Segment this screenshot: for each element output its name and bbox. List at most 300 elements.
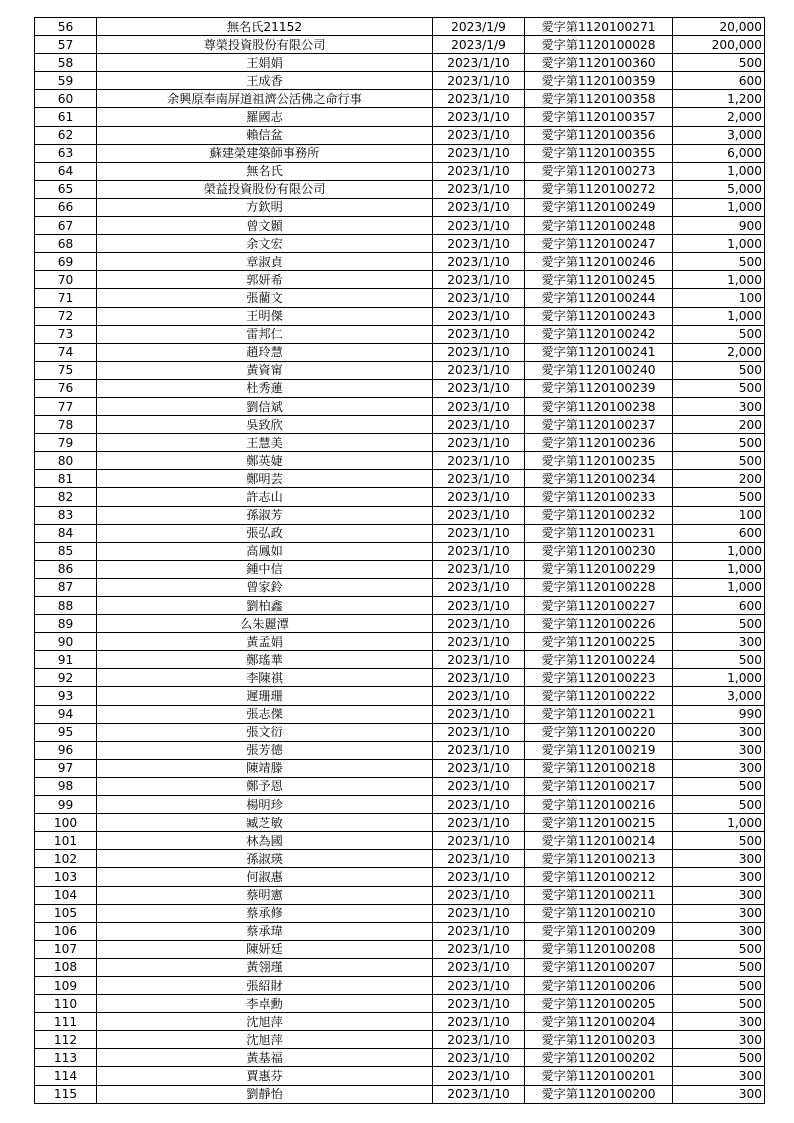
table-row bbox=[35, 705, 765, 723]
donation-date-cell: 2023/1/10 bbox=[433, 542, 525, 560]
donor-name-cell: 陳妍廷 bbox=[97, 940, 433, 958]
donor-name-cell: 蔡明憲 bbox=[97, 886, 433, 904]
amount-cell: 200,000 bbox=[673, 36, 765, 54]
donation-date-cell: 2023/1/10 bbox=[433, 488, 525, 506]
row-number-cell: 72 bbox=[35, 307, 97, 325]
donation-date-cell: 2023/1/10 bbox=[433, 379, 525, 397]
donor-name-cell: 李陳祺 bbox=[97, 669, 433, 687]
amount-cell: 3,000 bbox=[673, 687, 765, 705]
table-row bbox=[35, 488, 765, 506]
donor-name-cell: 鄭英婕 bbox=[97, 452, 433, 470]
donation-date-cell: 2023/1/10 bbox=[433, 198, 525, 216]
donor-name-cell: 王成香 bbox=[97, 72, 433, 90]
donation-date-cell: 2023/1/10 bbox=[433, 524, 525, 542]
row-number-cell: 59 bbox=[35, 72, 97, 90]
receipt-number-cell: 愛字第1120100235 bbox=[525, 452, 673, 470]
donor-name-cell: 無名氏 bbox=[97, 162, 433, 180]
receipt-number-cell: 愛字第1120100356 bbox=[525, 126, 673, 144]
donor-name-cell: 沈旭萍 bbox=[97, 1031, 433, 1049]
row-number-cell: 111 bbox=[35, 1013, 97, 1031]
amount-cell: 1,000 bbox=[673, 669, 765, 687]
donor-name-cell: 張志傑 bbox=[97, 705, 433, 723]
row-number-cell: 105 bbox=[35, 904, 97, 922]
row-number-cell: 104 bbox=[35, 886, 97, 904]
donor-name-cell: 王明傑 bbox=[97, 307, 433, 325]
row-number-cell: 69 bbox=[35, 253, 97, 271]
donor-name-cell: 臧芝敏 bbox=[97, 814, 433, 832]
table-row bbox=[35, 416, 765, 434]
table-row bbox=[35, 54, 765, 72]
donation-date-cell: 2023/1/10 bbox=[433, 940, 525, 958]
row-number-cell: 85 bbox=[35, 542, 97, 560]
donor-name-cell: 高鳳如 bbox=[97, 542, 433, 560]
row-number-cell: 64 bbox=[35, 162, 97, 180]
donation-date-cell: 2023/1/10 bbox=[433, 217, 525, 235]
row-number-cell: 90 bbox=[35, 633, 97, 651]
receipt-number-cell: 愛字第1120100271 bbox=[525, 18, 673, 36]
donation-date-cell: 2023/1/10 bbox=[433, 651, 525, 669]
donor-name-cell: 杜秀蓮 bbox=[97, 379, 433, 397]
receipt-number-cell: 愛字第1120100216 bbox=[525, 796, 673, 814]
donation-date-cell: 2023/1/10 bbox=[433, 615, 525, 633]
donor-name-cell: 王娟娟 bbox=[97, 54, 433, 72]
receipt-number-cell: 愛字第1120100215 bbox=[525, 814, 673, 832]
donation-table-body bbox=[35, 18, 765, 1104]
table-row bbox=[35, 1013, 765, 1031]
row-number-cell: 77 bbox=[35, 397, 97, 415]
table-row bbox=[35, 597, 765, 615]
amount-cell: 600 bbox=[673, 72, 765, 90]
amount-cell: 300 bbox=[673, 850, 765, 868]
receipt-number-cell: 愛字第1120100207 bbox=[525, 958, 673, 976]
receipt-number-cell: 愛字第1120100232 bbox=[525, 506, 673, 524]
amount-cell: 300 bbox=[673, 633, 765, 651]
receipt-number-cell: 愛字第1120100204 bbox=[525, 1013, 673, 1031]
donation-date-cell: 2023/1/10 bbox=[433, 633, 525, 651]
amount-cell: 500 bbox=[673, 253, 765, 271]
donor-name-cell: 鄭明芸 bbox=[97, 470, 433, 488]
row-number-cell: 74 bbox=[35, 343, 97, 361]
receipt-number-cell: 愛字第1120100238 bbox=[525, 397, 673, 415]
receipt-number-cell: 愛字第1120100211 bbox=[525, 886, 673, 904]
row-number-cell: 102 bbox=[35, 850, 97, 868]
receipt-number-cell: 愛字第1120100217 bbox=[525, 777, 673, 795]
donation-date-cell: 2023/1/10 bbox=[433, 922, 525, 940]
donation-date-cell: 2023/1/10 bbox=[433, 995, 525, 1013]
amount-cell: 500 bbox=[673, 995, 765, 1013]
donor-name-cell: 余文宏 bbox=[97, 235, 433, 253]
donor-name-cell: 章淑貞 bbox=[97, 253, 433, 271]
amount-cell: 500 bbox=[673, 958, 765, 976]
row-number-cell: 81 bbox=[35, 470, 97, 488]
donation-table bbox=[34, 17, 765, 1104]
table-row bbox=[35, 108, 765, 126]
amount-cell: 500 bbox=[673, 325, 765, 343]
amount-cell: 1,000 bbox=[673, 542, 765, 560]
donation-date-cell: 2023/1/10 bbox=[433, 759, 525, 777]
donor-name-cell: 么朱麗潭 bbox=[97, 615, 433, 633]
row-number-cell: 80 bbox=[35, 452, 97, 470]
table-row bbox=[35, 940, 765, 958]
receipt-number-cell: 愛字第1120100203 bbox=[525, 1031, 673, 1049]
row-number-cell: 76 bbox=[35, 379, 97, 397]
receipt-number-cell: 愛字第1120100213 bbox=[525, 850, 673, 868]
receipt-number-cell: 愛字第1120100245 bbox=[525, 271, 673, 289]
row-number-cell: 91 bbox=[35, 651, 97, 669]
donation-date-cell: 2023/1/10 bbox=[433, 416, 525, 434]
amount-cell: 600 bbox=[673, 524, 765, 542]
donation-date-cell: 2023/1/10 bbox=[433, 253, 525, 271]
donation-date-cell: 2023/1/10 bbox=[433, 958, 525, 976]
amount-cell: 1,000 bbox=[673, 814, 765, 832]
donor-name-cell: 尊榮投資股份有限公司 bbox=[97, 36, 433, 54]
donor-name-cell: 鍾中信 bbox=[97, 560, 433, 578]
amount-cell: 1,000 bbox=[673, 162, 765, 180]
row-number-cell: 75 bbox=[35, 361, 97, 379]
donor-name-cell: 蔡承修 bbox=[97, 904, 433, 922]
donation-date-cell: 2023/1/10 bbox=[433, 904, 525, 922]
amount-cell: 20,000 bbox=[673, 18, 765, 36]
table-row bbox=[35, 542, 765, 560]
row-number-cell: 57 bbox=[35, 36, 97, 54]
amount-cell: 3,000 bbox=[673, 126, 765, 144]
donor-name-cell: 張芳德 bbox=[97, 741, 433, 759]
table-row bbox=[35, 18, 765, 36]
donation-date-cell: 2023/1/10 bbox=[433, 1085, 525, 1103]
table-row bbox=[35, 669, 765, 687]
row-number-cell: 66 bbox=[35, 198, 97, 216]
donor-name-cell: 鄭瑤華 bbox=[97, 651, 433, 669]
receipt-number-cell: 愛字第1120100229 bbox=[525, 560, 673, 578]
table-row bbox=[35, 850, 765, 868]
amount-cell: 300 bbox=[673, 741, 765, 759]
row-number-cell: 83 bbox=[35, 506, 97, 524]
row-number-cell: 68 bbox=[35, 235, 97, 253]
receipt-number-cell: 愛字第1120100240 bbox=[525, 361, 673, 379]
table-row bbox=[35, 271, 765, 289]
table-row bbox=[35, 72, 765, 90]
amount-cell: 500 bbox=[673, 452, 765, 470]
table-row bbox=[35, 1067, 765, 1085]
receipt-number-cell: 愛字第1120100208 bbox=[525, 940, 673, 958]
donation-date-cell: 2023/1/10 bbox=[433, 325, 525, 343]
receipt-number-cell: 愛字第1120100228 bbox=[525, 578, 673, 596]
row-number-cell: 108 bbox=[35, 958, 97, 976]
donation-date-cell: 2023/1/10 bbox=[433, 832, 525, 850]
donation-date-cell: 2023/1/10 bbox=[433, 470, 525, 488]
table-row bbox=[35, 307, 765, 325]
donor-name-cell: 鄭予恩 bbox=[97, 777, 433, 795]
receipt-number-cell: 愛字第1120100242 bbox=[525, 325, 673, 343]
table-row bbox=[35, 832, 765, 850]
amount-cell: 500 bbox=[673, 651, 765, 669]
donation-date-cell: 2023/1/10 bbox=[433, 705, 525, 723]
receipt-number-cell: 愛字第1120100230 bbox=[525, 542, 673, 560]
donor-name-cell: 榮益投資股份有限公司 bbox=[97, 180, 433, 198]
amount-cell: 990 bbox=[673, 705, 765, 723]
amount-cell: 2,000 bbox=[673, 343, 765, 361]
receipt-number-cell: 愛字第1120100224 bbox=[525, 651, 673, 669]
receipt-number-cell: 愛字第1120100243 bbox=[525, 307, 673, 325]
donation-date-cell: 2023/1/10 bbox=[433, 687, 525, 705]
receipt-number-cell: 愛字第1120100202 bbox=[525, 1049, 673, 1067]
donor-name-cell: 沈旭萍 bbox=[97, 1013, 433, 1031]
donation-date-cell: 2023/1/10 bbox=[433, 1031, 525, 1049]
receipt-number-cell: 愛字第1120100360 bbox=[525, 54, 673, 72]
donation-date-cell: 2023/1/10 bbox=[433, 669, 525, 687]
donation-date-cell: 2023/1/10 bbox=[433, 434, 525, 452]
amount-cell: 300 bbox=[673, 397, 765, 415]
row-number-cell: 97 bbox=[35, 759, 97, 777]
donor-name-cell: 林為國 bbox=[97, 832, 433, 850]
row-number-cell: 62 bbox=[35, 126, 97, 144]
receipt-number-cell: 愛字第1120100246 bbox=[525, 253, 673, 271]
table-row bbox=[35, 633, 765, 651]
row-number-cell: 92 bbox=[35, 669, 97, 687]
table-row bbox=[35, 1049, 765, 1067]
row-number-cell: 63 bbox=[35, 144, 97, 162]
amount-cell: 1,000 bbox=[673, 578, 765, 596]
table-row bbox=[35, 452, 765, 470]
table-row bbox=[35, 144, 765, 162]
row-number-cell: 96 bbox=[35, 741, 97, 759]
row-number-cell: 100 bbox=[35, 814, 97, 832]
table-row bbox=[35, 922, 765, 940]
amount-cell: 600 bbox=[673, 597, 765, 615]
donor-name-cell: 劉柏鑫 bbox=[97, 597, 433, 615]
table-row bbox=[35, 217, 765, 235]
receipt-number-cell: 愛字第1120100237 bbox=[525, 416, 673, 434]
receipt-number-cell: 愛字第1120100222 bbox=[525, 687, 673, 705]
amount-cell: 300 bbox=[673, 1085, 765, 1103]
row-number-cell: 58 bbox=[35, 54, 97, 72]
receipt-number-cell: 愛字第1120100249 bbox=[525, 198, 673, 216]
amount-cell: 300 bbox=[673, 904, 765, 922]
row-number-cell: 115 bbox=[35, 1085, 97, 1103]
receipt-number-cell: 愛字第1120100200 bbox=[525, 1085, 673, 1103]
receipt-number-cell: 愛字第1120100248 bbox=[525, 217, 673, 235]
amount-cell: 500 bbox=[673, 796, 765, 814]
receipt-number-cell: 愛字第1120100359 bbox=[525, 72, 673, 90]
donation-date-cell: 2023/1/10 bbox=[433, 108, 525, 126]
donation-date-cell: 2023/1/10 bbox=[433, 289, 525, 307]
donor-name-cell: 曾文顥 bbox=[97, 217, 433, 235]
receipt-number-cell: 愛字第1120100028 bbox=[525, 36, 673, 54]
receipt-number-cell: 愛字第1120100201 bbox=[525, 1067, 673, 1085]
table-row bbox=[35, 741, 765, 759]
receipt-number-cell: 愛字第1120100225 bbox=[525, 633, 673, 651]
donation-date-cell: 2023/1/10 bbox=[433, 886, 525, 904]
donation-date-cell: 2023/1/10 bbox=[433, 180, 525, 198]
donation-date-cell: 2023/1/10 bbox=[433, 777, 525, 795]
table-row bbox=[35, 162, 765, 180]
donor-name-cell: 陳靖滕 bbox=[97, 759, 433, 777]
row-number-cell: 78 bbox=[35, 416, 97, 434]
donation-date-cell: 2023/1/10 bbox=[433, 162, 525, 180]
receipt-number-cell: 愛字第1120100239 bbox=[525, 379, 673, 397]
row-number-cell: 71 bbox=[35, 289, 97, 307]
amount-cell: 500 bbox=[673, 488, 765, 506]
donor-name-cell: 遲珊珊 bbox=[97, 687, 433, 705]
receipt-number-cell: 愛字第1120100355 bbox=[525, 144, 673, 162]
amount-cell: 500 bbox=[673, 434, 765, 452]
donor-name-cell: 張紹財 bbox=[97, 976, 433, 994]
row-number-cell: 79 bbox=[35, 434, 97, 452]
table-row bbox=[35, 723, 765, 741]
table-row bbox=[35, 958, 765, 976]
donation-date-cell: 2023/1/10 bbox=[433, 976, 525, 994]
donation-date-cell: 2023/1/10 bbox=[433, 54, 525, 72]
amount-cell: 300 bbox=[673, 723, 765, 741]
receipt-number-cell: 愛字第1120100214 bbox=[525, 832, 673, 850]
receipt-number-cell: 愛字第1120100226 bbox=[525, 615, 673, 633]
donor-name-cell: 孫淑芳 bbox=[97, 506, 433, 524]
donation-date-cell: 2023/1/10 bbox=[433, 1067, 525, 1085]
donor-name-cell: 吳致欣 bbox=[97, 416, 433, 434]
table-row bbox=[35, 524, 765, 542]
receipt-number-cell: 愛字第1120100247 bbox=[525, 235, 673, 253]
donation-date-cell: 2023/1/10 bbox=[433, 723, 525, 741]
table-row bbox=[35, 470, 765, 488]
amount-cell: 1,000 bbox=[673, 271, 765, 289]
receipt-number-cell: 愛字第1120100236 bbox=[525, 434, 673, 452]
row-number-cell: 101 bbox=[35, 832, 97, 850]
table-row bbox=[35, 235, 765, 253]
receipt-number-cell: 愛字第1120100227 bbox=[525, 597, 673, 615]
table-row bbox=[35, 814, 765, 832]
donation-date-cell: 2023/1/10 bbox=[433, 850, 525, 868]
donation-date-cell: 2023/1/9 bbox=[433, 18, 525, 36]
table-row bbox=[35, 289, 765, 307]
receipt-number-cell: 愛字第1120100206 bbox=[525, 976, 673, 994]
amount-cell: 300 bbox=[673, 886, 765, 904]
table-row bbox=[35, 361, 765, 379]
donor-name-cell: 楊明珍 bbox=[97, 796, 433, 814]
table-row bbox=[35, 126, 765, 144]
donation-date-cell: 2023/1/10 bbox=[433, 72, 525, 90]
receipt-number-cell: 愛字第1120100221 bbox=[525, 705, 673, 723]
table-row bbox=[35, 560, 765, 578]
amount-cell: 200 bbox=[673, 416, 765, 434]
donation-date-cell: 2023/1/10 bbox=[433, 343, 525, 361]
amount-cell: 1,000 bbox=[673, 198, 765, 216]
amount-cell: 300 bbox=[673, 922, 765, 940]
row-number-cell: 95 bbox=[35, 723, 97, 741]
donation-date-cell: 2023/1/10 bbox=[433, 1013, 525, 1031]
donor-name-cell: 曾家鈴 bbox=[97, 578, 433, 596]
donation-date-cell: 2023/1/10 bbox=[433, 814, 525, 832]
table-row bbox=[35, 506, 765, 524]
donor-name-cell: 張藺文 bbox=[97, 289, 433, 307]
row-number-cell: 60 bbox=[35, 90, 97, 108]
donor-name-cell: 黃翎瑾 bbox=[97, 958, 433, 976]
row-number-cell: 94 bbox=[35, 705, 97, 723]
receipt-number-cell: 愛字第1120100244 bbox=[525, 289, 673, 307]
amount-cell: 100 bbox=[673, 289, 765, 307]
row-number-cell: 98 bbox=[35, 777, 97, 795]
donor-name-cell: 余興原奉南屏道祖濟公活佛之命行事 bbox=[97, 90, 433, 108]
table-row bbox=[35, 198, 765, 216]
receipt-number-cell: 愛字第1120100231 bbox=[525, 524, 673, 542]
amount-cell: 500 bbox=[673, 54, 765, 72]
table-row bbox=[35, 615, 765, 633]
donation-date-cell: 2023/1/10 bbox=[433, 506, 525, 524]
amount-cell: 200 bbox=[673, 470, 765, 488]
amount-cell: 1,200 bbox=[673, 90, 765, 108]
amount-cell: 500 bbox=[673, 379, 765, 397]
donor-name-cell: 何淑惠 bbox=[97, 868, 433, 886]
receipt-number-cell: 愛字第1120100273 bbox=[525, 162, 673, 180]
donation-date-cell: 2023/1/10 bbox=[433, 597, 525, 615]
amount-cell: 300 bbox=[673, 1013, 765, 1031]
row-number-cell: 103 bbox=[35, 868, 97, 886]
table-row bbox=[35, 1031, 765, 1049]
amount-cell: 2,000 bbox=[673, 108, 765, 126]
row-number-cell: 73 bbox=[35, 325, 97, 343]
receipt-number-cell: 愛字第1120100233 bbox=[525, 488, 673, 506]
row-number-cell: 113 bbox=[35, 1049, 97, 1067]
donor-name-cell: 王慧美 bbox=[97, 434, 433, 452]
table-row bbox=[35, 904, 765, 922]
donor-name-cell: 方欽明 bbox=[97, 198, 433, 216]
donor-name-cell: 黃資甯 bbox=[97, 361, 433, 379]
row-number-cell: 67 bbox=[35, 217, 97, 235]
table-row bbox=[35, 868, 765, 886]
amount-cell: 500 bbox=[673, 976, 765, 994]
table-row bbox=[35, 434, 765, 452]
donor-name-cell: 李卓勳 bbox=[97, 995, 433, 1013]
amount-cell: 1,000 bbox=[673, 307, 765, 325]
donation-date-cell: 2023/1/10 bbox=[433, 741, 525, 759]
receipt-number-cell: 愛字第1120100205 bbox=[525, 995, 673, 1013]
table-row bbox=[35, 180, 765, 198]
table-row bbox=[35, 397, 765, 415]
row-number-cell: 65 bbox=[35, 180, 97, 198]
donor-name-cell: 孫淑瑛 bbox=[97, 850, 433, 868]
table-row bbox=[35, 759, 765, 777]
row-number-cell: 112 bbox=[35, 1031, 97, 1049]
donation-date-cell: 2023/1/9 bbox=[433, 36, 525, 54]
receipt-number-cell: 愛字第1120100272 bbox=[525, 180, 673, 198]
amount-cell: 500 bbox=[673, 832, 765, 850]
amount-cell: 500 bbox=[673, 615, 765, 633]
row-number-cell: 70 bbox=[35, 271, 97, 289]
donor-name-cell: 黃孟娟 bbox=[97, 633, 433, 651]
amount-cell: 300 bbox=[673, 1067, 765, 1085]
amount-cell: 100 bbox=[673, 506, 765, 524]
table-row bbox=[35, 651, 765, 669]
row-number-cell: 89 bbox=[35, 615, 97, 633]
amount-cell: 500 bbox=[673, 777, 765, 795]
donation-date-cell: 2023/1/10 bbox=[433, 796, 525, 814]
receipt-number-cell: 愛字第1120100223 bbox=[525, 669, 673, 687]
table-row bbox=[35, 886, 765, 904]
row-number-cell: 87 bbox=[35, 578, 97, 596]
amount-cell: 300 bbox=[673, 759, 765, 777]
donor-name-cell: 趙玲慧 bbox=[97, 343, 433, 361]
amount-cell: 500 bbox=[673, 1049, 765, 1067]
donor-name-cell: 賴信盆 bbox=[97, 126, 433, 144]
receipt-number-cell: 愛字第1120100358 bbox=[525, 90, 673, 108]
donation-date-cell: 2023/1/10 bbox=[433, 126, 525, 144]
donation-date-cell: 2023/1/10 bbox=[433, 560, 525, 578]
receipt-number-cell: 愛字第1120100219 bbox=[525, 741, 673, 759]
donation-date-cell: 2023/1/10 bbox=[433, 452, 525, 470]
donor-name-cell: 劉靜怡 bbox=[97, 1085, 433, 1103]
table-row bbox=[35, 777, 765, 795]
table-row bbox=[35, 578, 765, 596]
donation-date-cell: 2023/1/10 bbox=[433, 397, 525, 415]
